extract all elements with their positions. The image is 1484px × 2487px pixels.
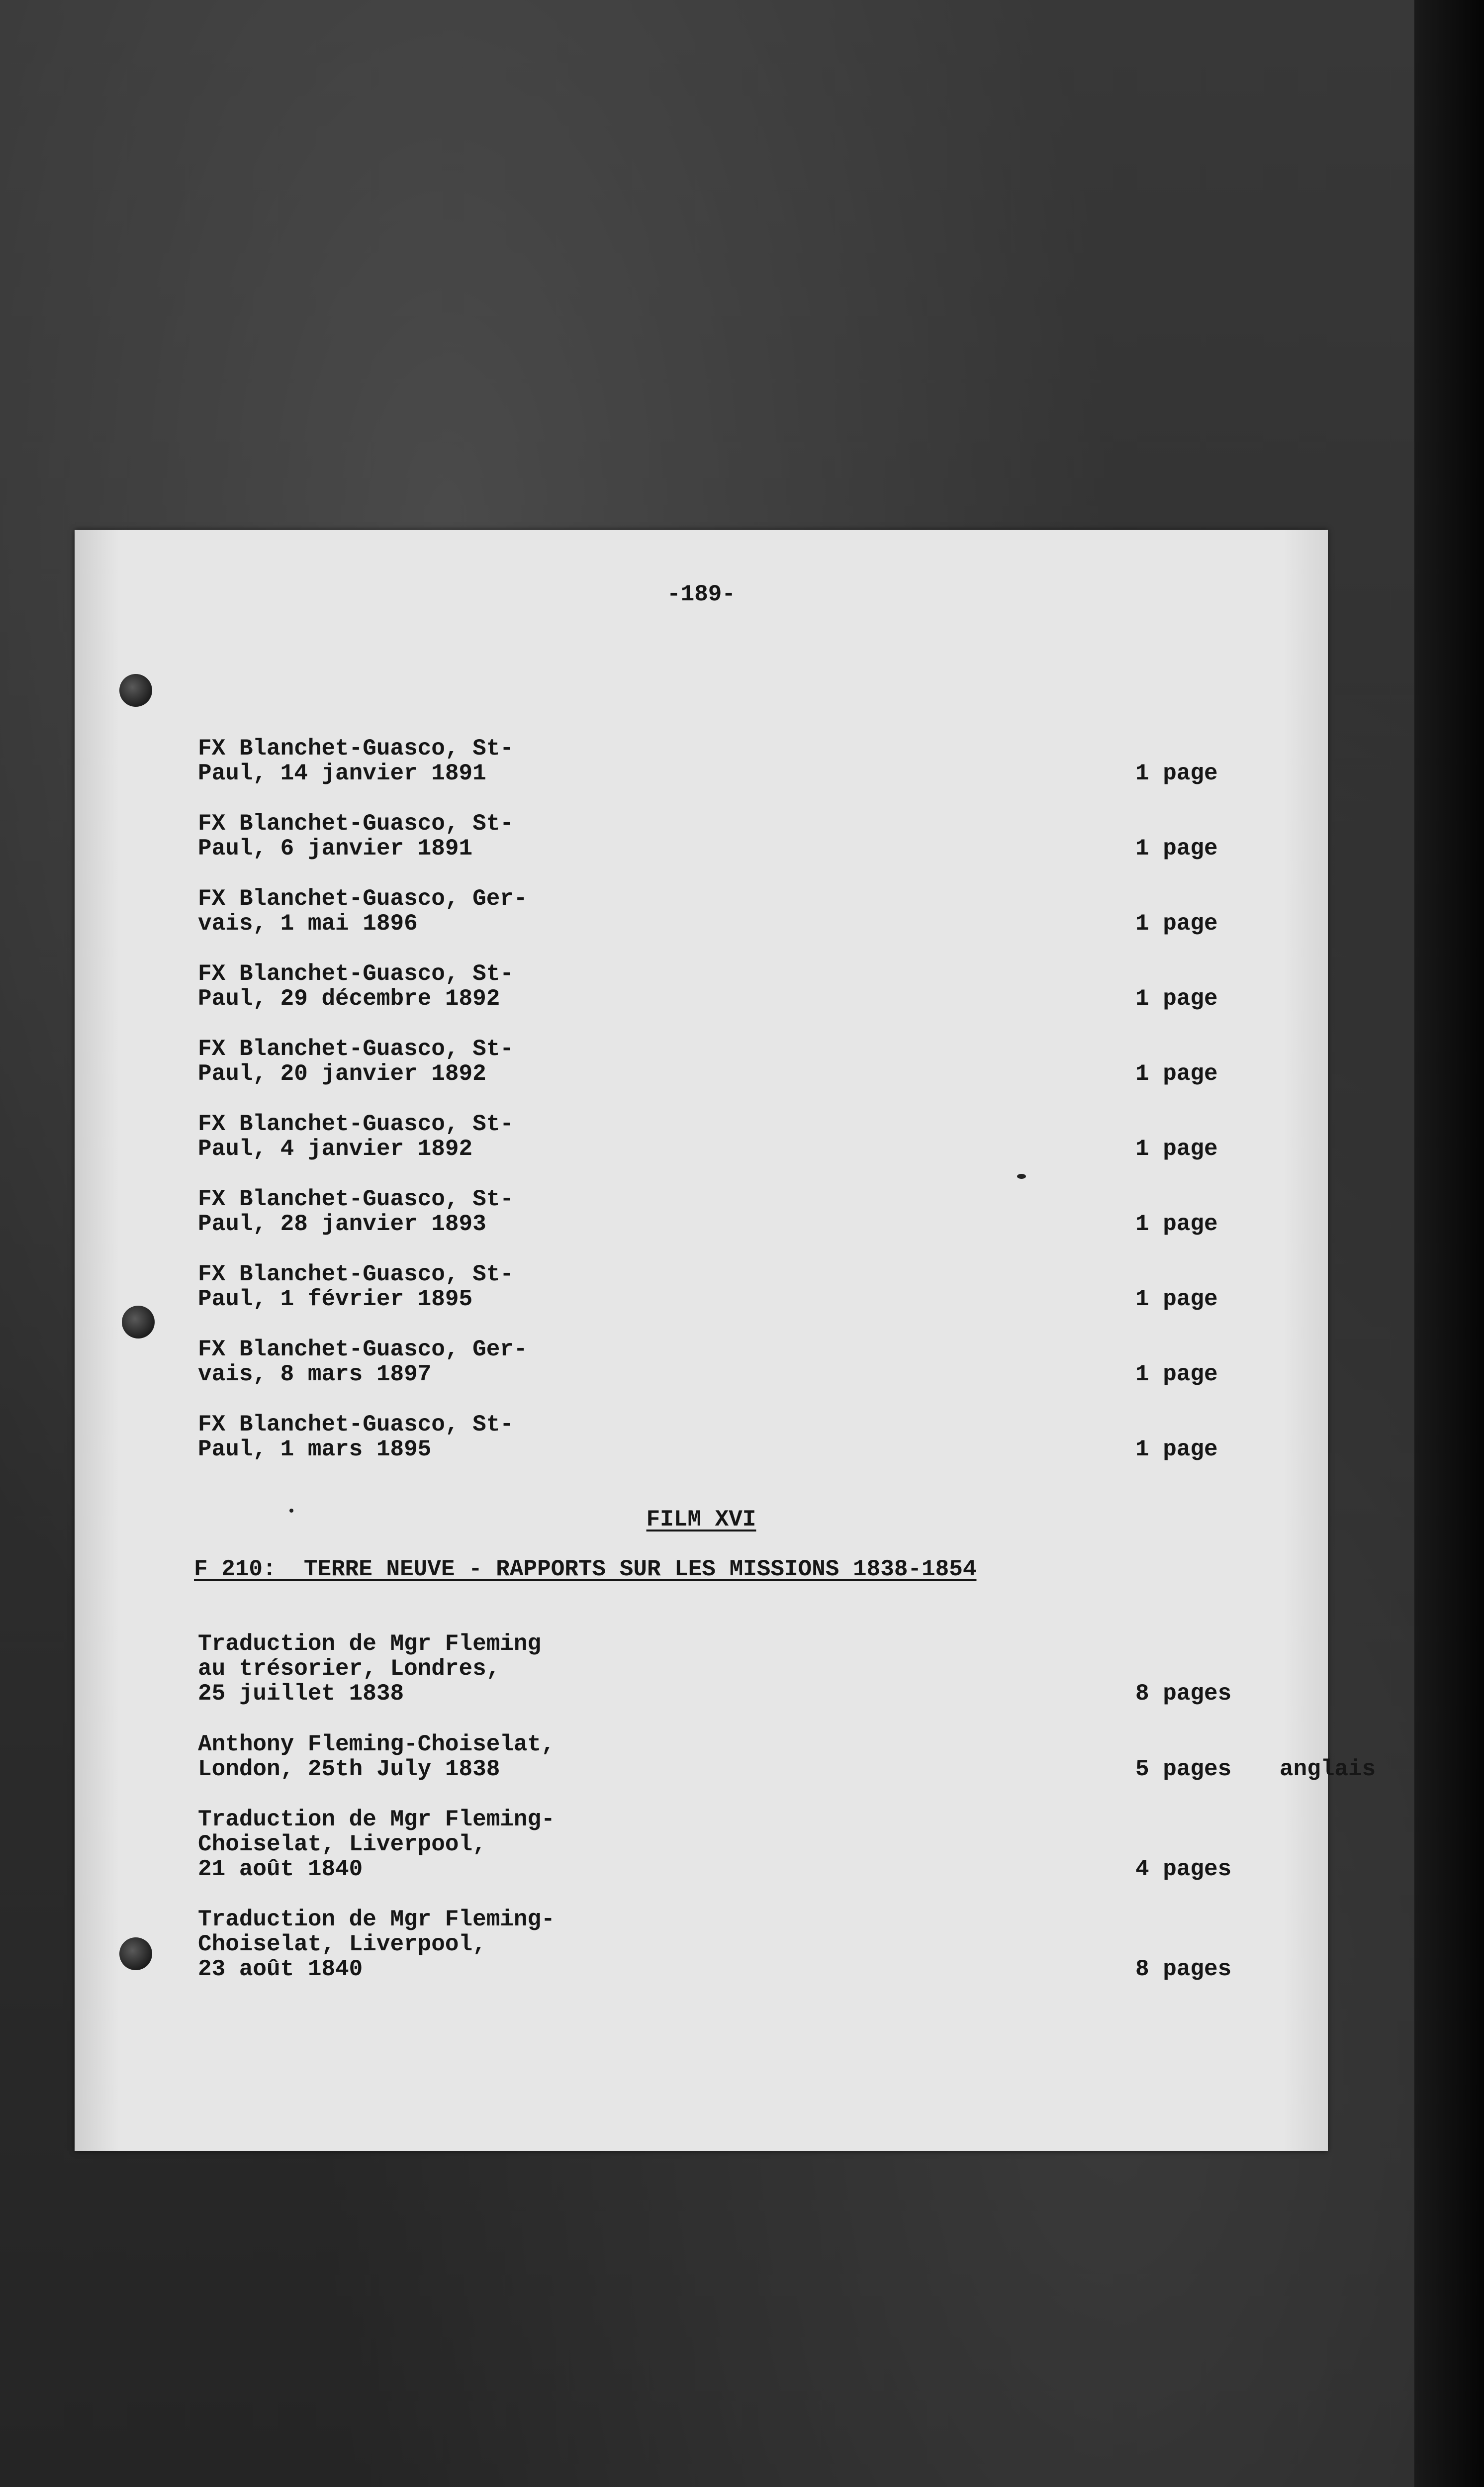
list-item	[198, 1907, 1292, 1987]
list-item	[198, 1412, 1292, 1467]
entry-line: Paul, 1 mars 1895	[198, 1436, 432, 1462]
page-count: 1 page	[1135, 1361, 1218, 1387]
page-count: 1 page	[1135, 1061, 1218, 1087]
entry-line: FX Blanchet-Guasco, St-	[198, 1111, 514, 1137]
page-count: 1 page	[1135, 911, 1218, 937]
entry-line: Paul, 14 janvier 1891	[198, 761, 486, 786]
punch-hole-middle	[122, 1306, 155, 1339]
list-item	[198, 961, 1292, 1016]
film-title: FILM XVI	[646, 1507, 756, 1532]
punch-hole-top	[119, 674, 152, 707]
list-item	[198, 811, 1292, 866]
entry-line: 25 juillet 1838	[198, 1681, 404, 1707]
page-count: 5 pages	[1135, 1756, 1232, 1782]
page-count: 1 page	[1135, 986, 1218, 1012]
page-count: 1 page	[1135, 836, 1218, 861]
entry-line: Paul, 29 décembre 1892	[198, 986, 500, 1012]
scan-speck	[1017, 1174, 1026, 1179]
page-count: 8 pages	[1135, 1681, 1232, 1707]
entry-line: Anthony Fleming-Choiselat,	[198, 1731, 555, 1757]
document-page	[75, 530, 1376, 2151]
film-strip-edge	[1414, 0, 1484, 2487]
entry-line: FX Blanchet-Guasco, St-	[198, 736, 514, 762]
page-count: 1 page	[1135, 1136, 1218, 1162]
entry-line: Paul, 6 janvier 1891	[198, 836, 473, 861]
entry-line: Traduction de Mgr Fleming-	[198, 1907, 555, 1932]
entry-line: 21 août 1840	[198, 1856, 363, 1882]
page-count: 1 page	[1135, 1211, 1218, 1237]
page-number: -189-	[666, 581, 736, 607]
page-count: 1 page	[1135, 1436, 1218, 1462]
list-item	[198, 1807, 1292, 1887]
page-count: 8 pages	[1135, 1956, 1232, 1982]
list-item	[198, 736, 1292, 791]
list-item	[198, 1731, 1376, 1787]
list-item	[198, 1631, 1292, 1711]
entry-line: vais, 8 mars 1897	[198, 1361, 432, 1387]
entry-line: Choiselat, Liverpool,	[198, 1831, 486, 1857]
entry-line: FX Blanchet-Guasco, Ger-	[198, 1337, 528, 1362]
entry-line: FX Blanchet-Guasco, St-	[198, 1186, 514, 1212]
punch-hole-bottom	[119, 1937, 152, 1970]
entry-line: au trésorier, Londres,	[198, 1656, 500, 1682]
entry-line: FX Blanchet-Guasco, St-	[198, 961, 514, 987]
entry-line: FX Blanchet-Guasco, Ger-	[198, 886, 528, 912]
entry-line: Paul, 20 janvier 1892	[198, 1061, 486, 1087]
page-count: 1 page	[1135, 1286, 1218, 1312]
entry-line: Traduction de Mgr Fleming-	[198, 1807, 555, 1832]
list-item	[198, 1262, 1292, 1317]
list-item	[198, 1112, 1292, 1166]
entry-line: Paul, 1 février 1895	[198, 1286, 473, 1312]
entry-line: Choiselat, Liverpool,	[198, 1931, 486, 1957]
section-heading: F 210: TERRE NEUVE - RAPPORTS SUR LES MISSIONS 1838-1854	[194, 1556, 977, 1582]
entry-line: FX Blanchet-Guasco, St-	[198, 1036, 514, 1062]
entry-line: FX Blanchet-Guasco, St-	[198, 1412, 514, 1437]
entry-line: FX Blanchet-Guasco, St-	[198, 1261, 514, 1287]
entry-line: FX Blanchet-Guasco, St-	[198, 811, 514, 837]
entry-line: Paul, 4 janvier 1892	[198, 1136, 473, 1162]
entry-line: vais, 1 mai 1896	[198, 911, 418, 937]
entry-line: 23 août 1840	[198, 1956, 363, 1982]
list-item	[198, 1037, 1292, 1091]
entry-line: Paul, 28 janvier 1893	[198, 1211, 486, 1237]
list-item	[198, 886, 1292, 941]
page-count: 1 page	[1135, 761, 1218, 786]
entry-line: London, 25th July 1838	[198, 1756, 500, 1782]
list-item	[198, 1337, 1292, 1392]
entry-line: Traduction de Mgr Fleming	[198, 1631, 542, 1657]
page-count: 4 pages	[1135, 1856, 1232, 1882]
list-item	[198, 1187, 1292, 1242]
language-note: anglais	[1280, 1756, 1376, 1782]
